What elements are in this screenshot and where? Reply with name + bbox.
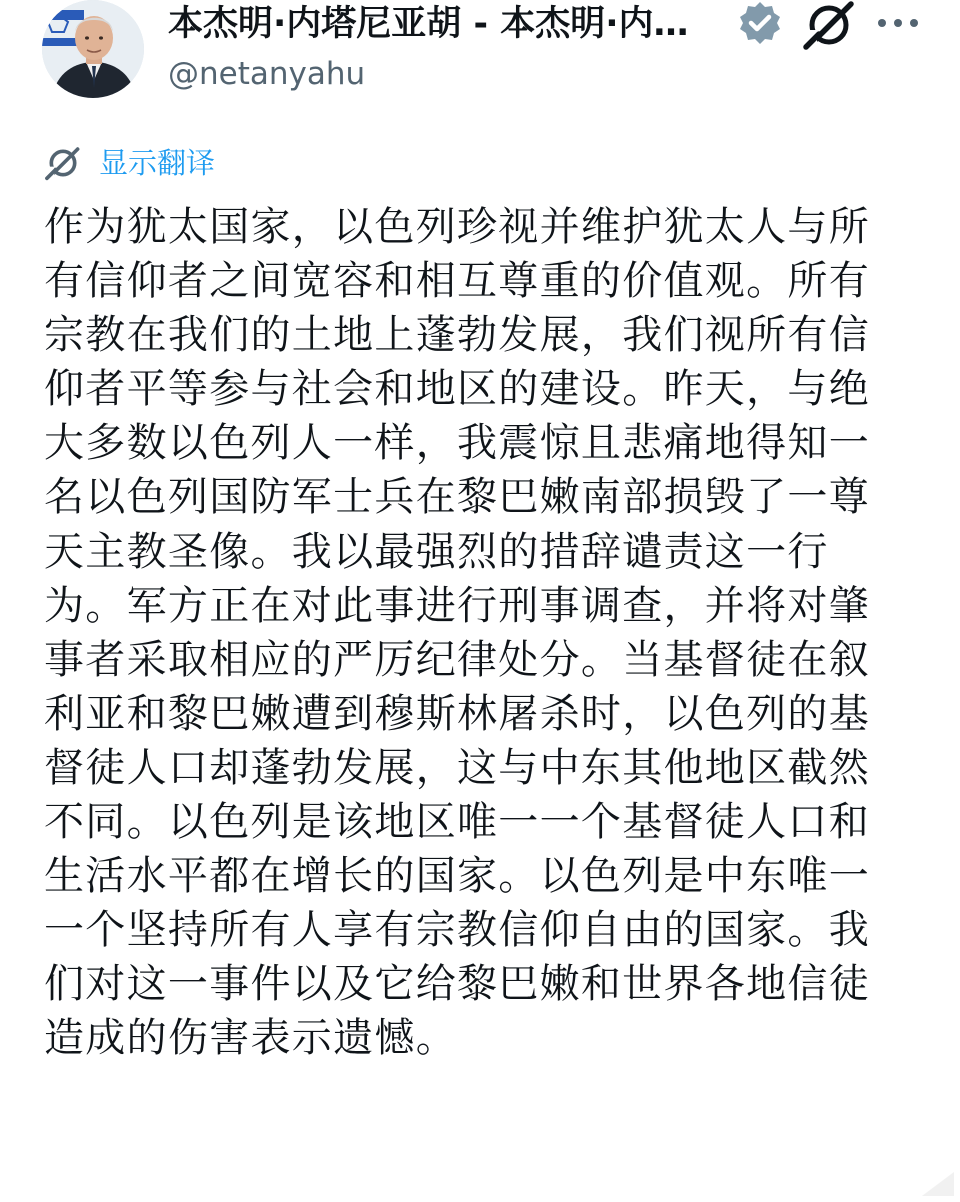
tweet-text-line: 督徒人口却蓬勃发展，这与中东其他地区截然	[44, 744, 870, 791]
tweet-header	[0, 0, 960, 110]
tweet-text-line: 造成的伤害表示遗憾。	[44, 1015, 457, 1062]
tweet-text-line: 作为犹太国家，以色列珍视并维护犹太人与所	[44, 204, 870, 250]
avatar[interactable]	[42, 0, 144, 98]
tweet-text-line: 一个坚持所有人享有宗教信仰自由的国家。我	[44, 907, 870, 954]
tweet-text-line: 宗教在我们的土地上蓬勃发展，我们视所有信	[44, 312, 870, 359]
tweet-text-line: 生活水平都在增长的国家。以色列是中东唯一	[44, 853, 870, 900]
tweet-text-line: 不同。以色列是该地区唯一一个基督徒人口和	[44, 799, 870, 846]
display-name[interactable]: 本杰明·内塔尼亚胡 - 本杰明·内…	[168, 4, 689, 44]
user-handle[interactable]: @netanyahu	[168, 56, 366, 92]
tweet-text-line: 事者采取相应的严厉纪律处分。当基督徒在叙	[44, 636, 870, 683]
tweet-text-line: 们对这一事件以及它给黎巴嫩和世界各地信徒	[44, 961, 870, 1008]
grok-icon[interactable]	[803, 0, 855, 50]
tweet-text	[44, 200, 916, 1066]
tweet-text-line: 为。军方正在对此事进行刑事调查，并将对肇	[44, 582, 870, 629]
grok-translate-icon	[44, 144, 82, 182]
tweet-text-line: 天主教圣像。我以最强烈的措辞谴责这一行	[44, 528, 829, 575]
avatar-photo	[42, 0, 144, 98]
tweet-text-line: 有信仰者之间宽容和相互尊重的价值观。所有	[44, 258, 870, 305]
more-options-icon[interactable]	[876, 10, 920, 36]
tweet-text-line: 仰者平等参与社会和地区的建设。昨天，与绝	[44, 366, 870, 413]
tweet-text-line: 名以色列国防军士兵在黎巴嫩南部损毁了一尊	[44, 474, 870, 521]
watermark-corner-icon	[920, 1168, 956, 1198]
tweet-text-line: 利亚和黎巴嫩遭到穆斯林屠杀时，以色列的基	[44, 690, 870, 737]
verified-badge-icon	[737, 0, 783, 46]
tweet-text-line: 大多数以色列人一样，我震惊且悲痛地得知一	[44, 420, 870, 467]
show-translation-label[interactable]: 显示翻译	[99, 146, 216, 180]
